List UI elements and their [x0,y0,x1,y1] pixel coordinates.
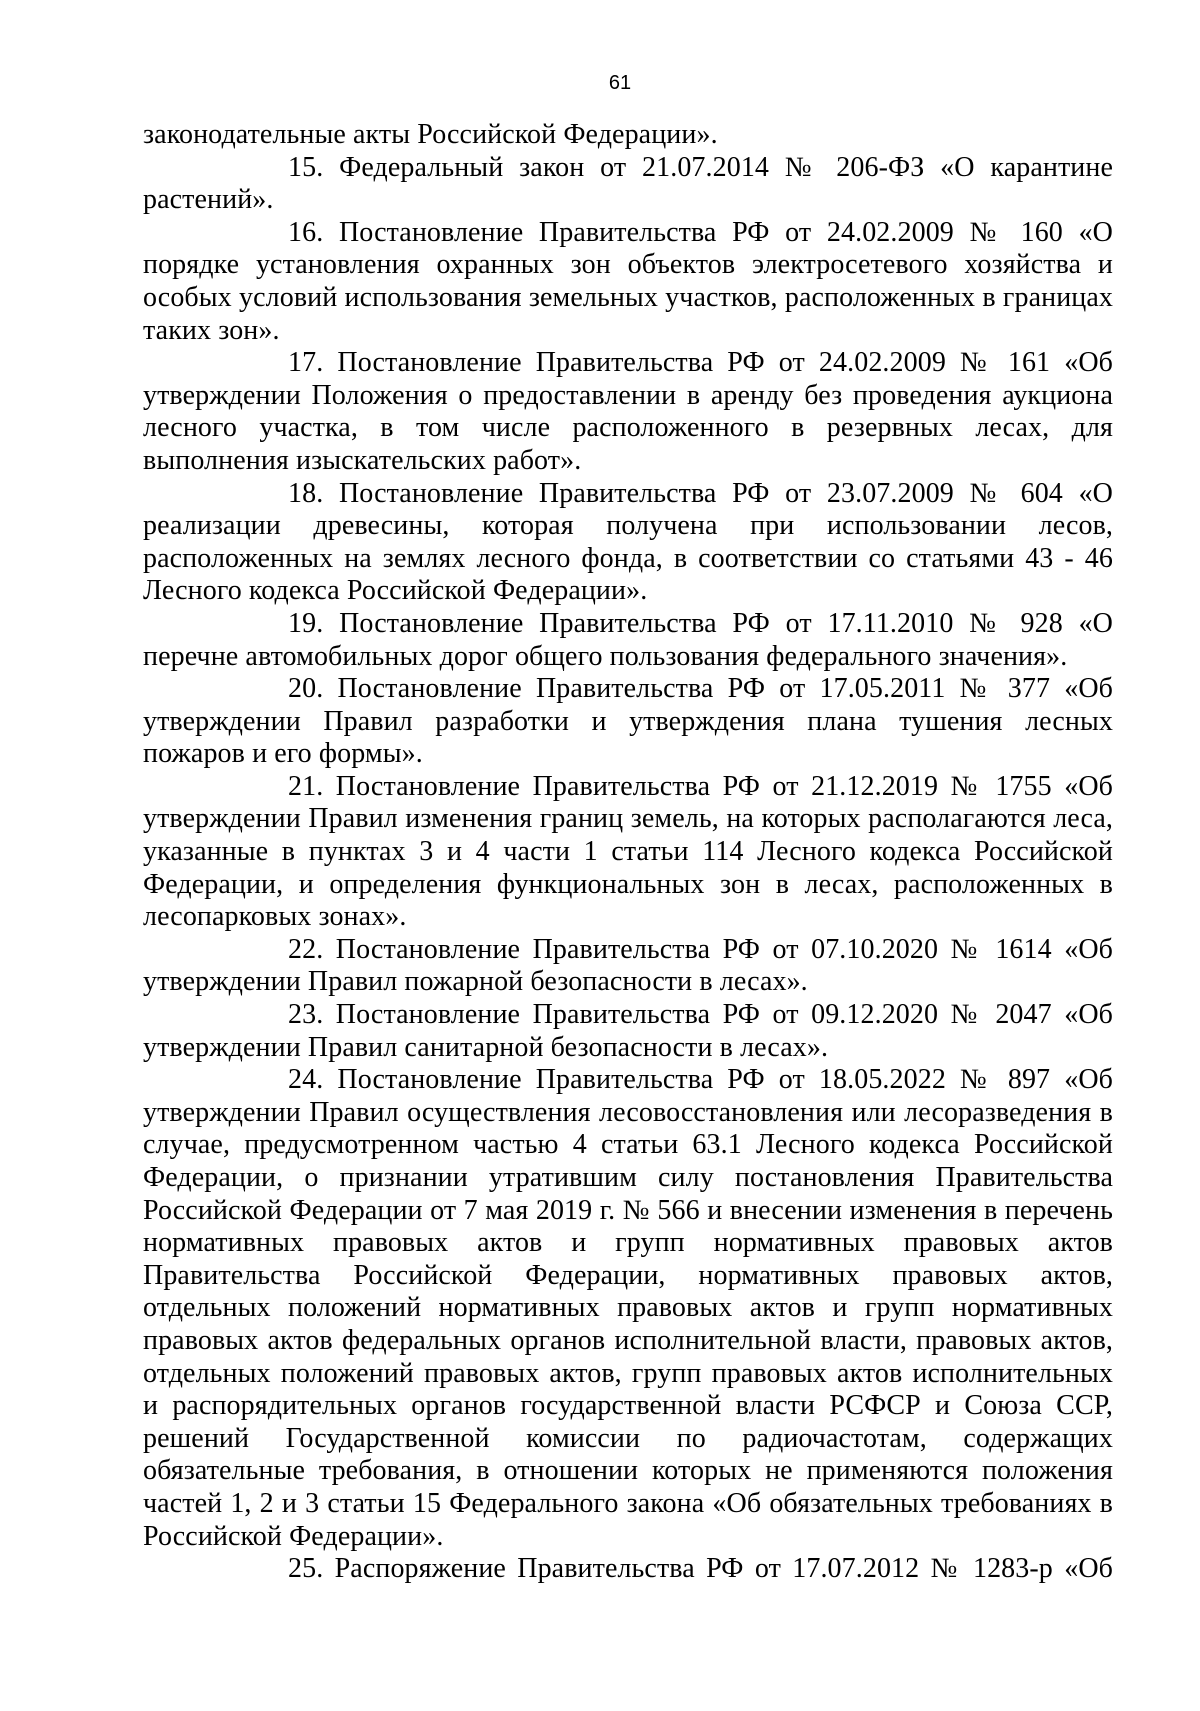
document-body [143,119,1113,1586]
continuation-paragraph: законодательные акты Российской Федерации». [143,119,718,150]
list-item-23: 23. Постановление Правительства РФ от 09.12.2020 № 2047 «Об утверждении Правил санитарной безопасности в лесах». [143,999,1113,1063]
list-item-24: 24. Постановление Правительства РФ от 18.05.2022 № 897 «Об утверждении Правил осуществления лесовосстановления или лесоразведения в случае, предусмотренном частью 4 статьи 63.1 Лесного кодекса Российской Федерации, о признании утратившим силу постановления Правительства Российской Федерации от 7 мая 2019 г. № 566 и внесении изменения в перечень нормативных правовых актов и групп нормативных правовых актов Правительства Российской Федерации, нормативных правовых актов, отдельных положений нормативных правовых актов и групп нормативных правовых актов федеральных органов исполнительной власти, правовых актов, отдельных положений правовых актов, групп правовых актов исполнительных и распорядительных органов государственной власти РСФСР и Союза ССР, решений Государственной комиссии по радиочастотам, содержащих обязательные требования, в отношении которых не применяются положения частей 1, 2 и 3 статьи 15 Федерального закона «Об обязательных требованиях в Российской Федерации». [143,1064,1113,1552]
page-number: 61 [608,72,632,94]
list-item-19: 19. Постановление Правительства РФ от 17.11.2010 № 928 «О перечне автомобильных дорог общего пользования федерального значения». [143,607,1113,672]
list-item-16: 16. Постановление Правительства РФ от 24.02.2009 № 160 «О порядке установления охранных зон объектов электросетевого хозяйства и особых условий использования земельных участков, расположенных в границах таких зон». [143,216,1113,346]
list-item-25: 25. Распоряжение Правительства РФ от 17.07.2012 № 1283-р «Об [288,1553,1113,1585]
list-item-18: 18. Постановление Правительства РФ от 23.07.2009 № 604 «О реализации древесины, которая получена при использовании лесов, расположенных на землях лесного фонда, в соответствии со статьями 43 - 46 Лесного кодекса Российской Федерации». [143,477,1113,607]
list-item-22: 22. Постановление Правительства РФ от 07.10.2020 № 1614 «Об утверждении Правил пожарной безопасности в лесах». [143,933,1113,998]
list-item-21: 21. Постановление Правительства РФ от 21.12.2019 № 1755 «Об утверждении Правил изменения границ земель, на которых располагаются леса, указанные в пунктах 3 и 4 части 1 статьи 114 Лесного кодекса Российской Федерации, и определения функциональных зон в лесах, расположенных в лесопарковых зонах». [143,770,1113,933]
list-item-15: 15. Федеральный закон от 21.07.2014 № 206-ФЗ «О карантине растений». [143,151,1113,216]
list-item-20: 20. Постановление Правительства РФ от 17.05.2011 № 377 «Об утверждении Правил разработки и утверждения плана тушения лесных пожаров и его формы». [143,673,1113,770]
list-item-17: 17. Постановление Правительства РФ от 24.02.2009 № 161 «Об утверждении Положения о предоставлении в аренду без проведения аукциона лесного участка, в том числе расположенного в резервных лесах, для выполнения изыскательских работ». [143,347,1113,476]
